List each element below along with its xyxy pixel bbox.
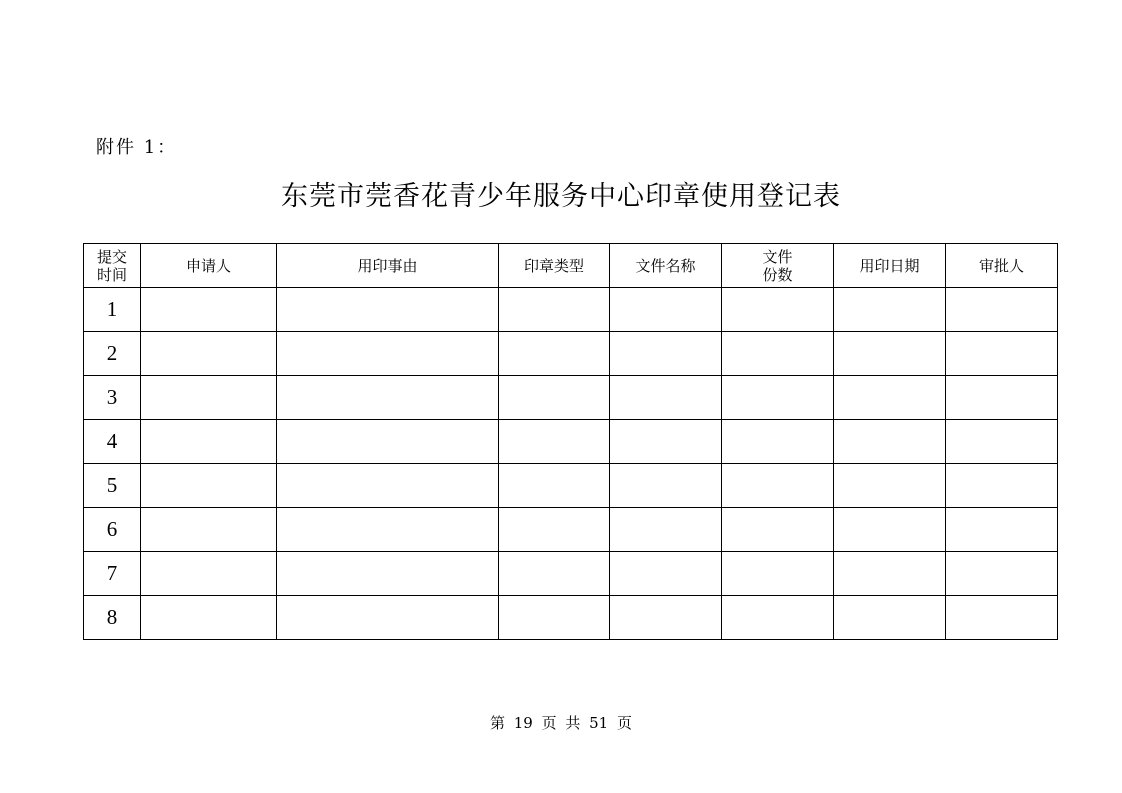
approver-cell xyxy=(946,420,1058,464)
seal-type-cell xyxy=(499,288,610,332)
header-applicant: 申请人 xyxy=(141,244,277,288)
row-number: 3 xyxy=(84,376,141,420)
seal-reason-cell xyxy=(277,376,499,420)
header-seal-reason: 用印事由 xyxy=(277,244,499,288)
seal-reason-cell xyxy=(277,508,499,552)
approver-cell xyxy=(946,552,1058,596)
table-row xyxy=(84,420,1058,464)
header-document-name: 文件名称 xyxy=(610,244,722,288)
seal-date-cell xyxy=(834,552,946,596)
document-copies-cell xyxy=(722,332,834,376)
applicant-cell xyxy=(141,332,277,376)
table-row xyxy=(84,332,1058,376)
document-copies-cell xyxy=(722,288,834,332)
seal-date-cell xyxy=(834,596,946,640)
document-copies-cell xyxy=(722,596,834,640)
seal-reason-cell xyxy=(277,596,499,640)
applicant-cell xyxy=(141,508,277,552)
approver-cell xyxy=(946,332,1058,376)
seal-type-cell xyxy=(499,596,610,640)
approver-cell xyxy=(946,288,1058,332)
row-number: 1 xyxy=(84,288,141,332)
seal-date-cell xyxy=(834,376,946,420)
table-header-row xyxy=(84,244,1058,288)
seal-type-cell xyxy=(499,552,610,596)
seal-reason-cell xyxy=(277,420,499,464)
header-seal-date: 用印日期 xyxy=(834,244,946,288)
approver-cell xyxy=(946,464,1058,508)
applicant-cell xyxy=(141,376,277,420)
seal-type-cell xyxy=(499,508,610,552)
document-copies-cell xyxy=(722,552,834,596)
document-name-cell xyxy=(610,332,722,376)
attachment-label: 附件 1： xyxy=(96,137,178,158)
document-name-cell xyxy=(610,464,722,508)
seal-type-cell xyxy=(499,332,610,376)
seal-date-cell xyxy=(834,420,946,464)
document-name-cell xyxy=(610,596,722,640)
seal-usage-register-table xyxy=(83,243,1058,640)
seal-date-cell xyxy=(834,332,946,376)
header-submit-time: 提交时间 xyxy=(84,244,141,288)
approver-cell xyxy=(946,508,1058,552)
seal-date-cell xyxy=(834,288,946,332)
header-approver: 审批人 xyxy=(946,244,1058,288)
document-copies-cell xyxy=(722,508,834,552)
page-footer: 第 19 页 共 51 页 xyxy=(489,714,632,732)
table-row xyxy=(84,464,1058,508)
seal-reason-cell xyxy=(277,552,499,596)
header-seal-type: 印章类型 xyxy=(499,244,610,288)
table-row xyxy=(84,508,1058,552)
applicant-cell xyxy=(141,596,277,640)
document-copies-cell xyxy=(722,464,834,508)
table-row xyxy=(84,552,1058,596)
seal-type-cell xyxy=(499,464,610,508)
document-name-cell xyxy=(610,420,722,464)
table-row xyxy=(84,596,1058,640)
seal-reason-cell xyxy=(277,464,499,508)
row-number: 5 xyxy=(84,464,141,508)
applicant-cell xyxy=(141,552,277,596)
approver-cell xyxy=(946,596,1058,640)
page-title: 东莞市莞香花青少年服务中心印章使用登记表 xyxy=(281,181,841,212)
document-name-cell xyxy=(610,288,722,332)
seal-reason-cell xyxy=(277,332,499,376)
row-number: 2 xyxy=(84,332,141,376)
document-copies-cell xyxy=(722,376,834,420)
applicant-cell xyxy=(141,288,277,332)
row-number: 7 xyxy=(84,552,141,596)
table-row xyxy=(84,288,1058,332)
document-name-cell xyxy=(610,508,722,552)
row-number: 6 xyxy=(84,508,141,552)
seal-reason-cell xyxy=(277,288,499,332)
table-row xyxy=(84,376,1058,420)
document-name-cell xyxy=(610,552,722,596)
document-copies-cell xyxy=(722,420,834,464)
applicant-cell xyxy=(141,420,277,464)
seal-type-cell xyxy=(499,376,610,420)
applicant-cell xyxy=(141,464,277,508)
document-name-cell xyxy=(610,376,722,420)
seal-type-cell xyxy=(499,420,610,464)
row-number: 4 xyxy=(84,420,141,464)
header-document-copies: 文件份数 xyxy=(722,244,834,288)
seal-date-cell xyxy=(834,464,946,508)
row-number: 8 xyxy=(84,596,141,640)
approver-cell xyxy=(946,376,1058,420)
seal-date-cell xyxy=(834,508,946,552)
